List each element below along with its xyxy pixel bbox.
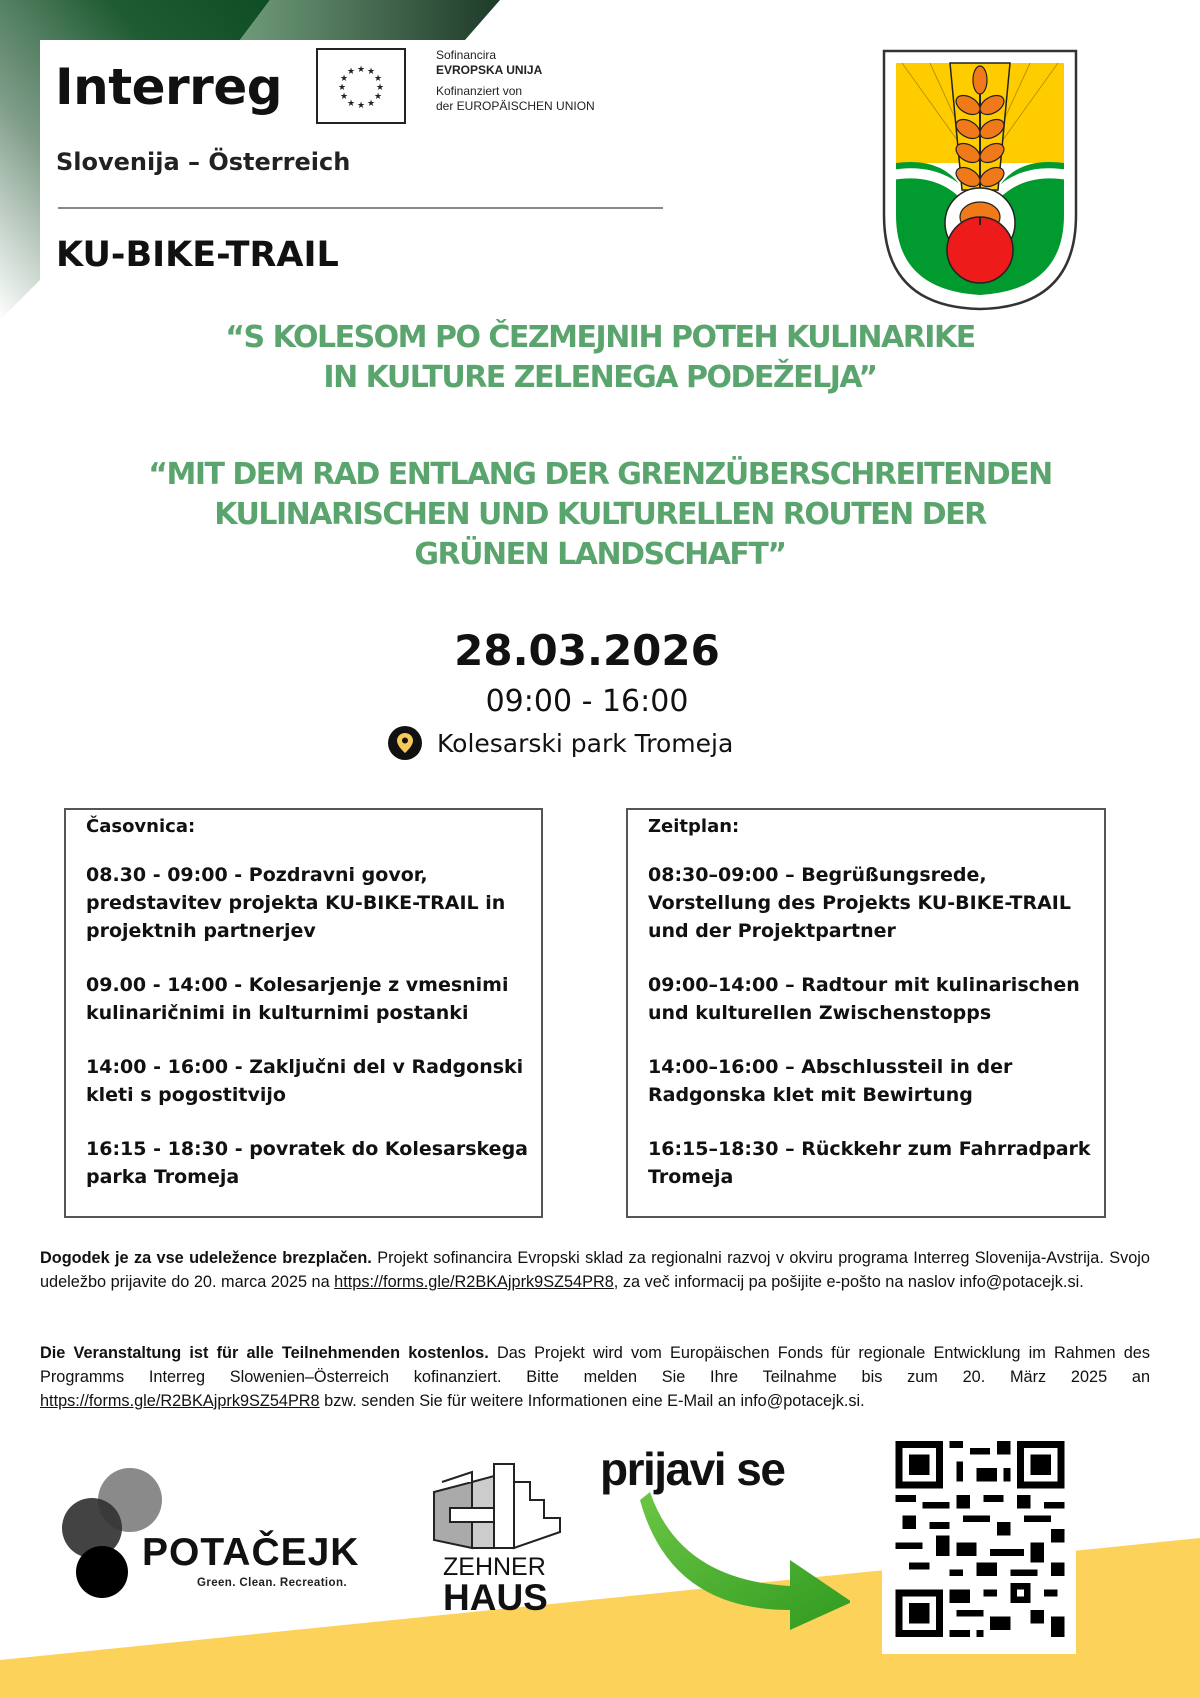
- svg-text:★: ★: [366, 66, 376, 76]
- svg-text:★: ★: [375, 82, 385, 92]
- program-region: Slovenija – Österreich: [56, 148, 351, 176]
- interreg-logo: Interreg: [55, 58, 283, 116]
- info-paragraph-german: Die Veranstaltung ist für alle Teilnehmenden kostenlos. Das Projekt wird vom Europäischen Fonds für regionale Entwicklung im Rahmen des Programms Interreg Slowenien–Österreich kofinanziert. Bitte melden Sie Ihre Teilnahme bis zum 20. März 2025 an https://forms.gle/R2BKAjprk9SZ54PR8 bzw. senden Sie für weitere Informationen eine E-Mail an info@potacejk.si.: [40, 1344, 1150, 1410]
- schedule-entry: 08.30 - 09:00 - Pozdravni govor, predstavitev projekta KU-BIKE-TRAIL in projektnih partnerjev: [86, 864, 506, 942]
- schedule-entry: 16:15 - 18:30 - povratek do Kolesarskega parka Tromeja: [86, 1138, 528, 1188]
- signup-label: prijavi se: [600, 1443, 785, 1495]
- svg-text:★: ★: [373, 73, 383, 83]
- project-name: KU-BIKE-TRAIL: [56, 235, 339, 275]
- svg-text:★: ★: [356, 64, 366, 74]
- location-name: Kolesarski park Tromeja: [437, 728, 734, 758]
- registration-link[interactable]: https://forms.gle/R2BKAjprk9SZ54PR8: [40, 1392, 320, 1410]
- schedule-title: Zeitplan:: [648, 816, 740, 837]
- svg-text:★: ★: [337, 82, 347, 92]
- schedule-title: Časovnica:: [86, 816, 196, 837]
- schedule-entry: 14:00–16:00 – Abschlussteil in der Radgonska klet mit Bewirtung: [648, 1056, 1013, 1106]
- potacejk-tagline: Green. Clean. Recreation.: [197, 1577, 347, 1589]
- eu-cofinancing-text: Sofinancira EVROPSKA UNIJA Kofinanziert von der EUROPÄISCHEN UNION: [436, 48, 595, 113]
- registration-link[interactable]: https://forms.gle/R2BKAjprk9SZ54PR8: [334, 1273, 614, 1291]
- svg-text:★: ★: [339, 73, 349, 83]
- schedule-entry: 16:15–18:30 – Rückkehr zum Fahrradpark Tromeja: [648, 1138, 1091, 1188]
- svg-text:★: ★: [356, 100, 366, 110]
- event-time: 09:00 - 16:00: [485, 684, 689, 719]
- slogan-slovenian: “S KOLESOM PO ČEZMEJNIH POTEH KULINARIKE IN KULTURE ZELENEGA PODEŽELJA”: [225, 320, 975, 395]
- schedule-entry: 09.00 - 14:00 - Kolesarjenje z vmesnimi kulinaričnimi in kulturnimi postanki: [86, 974, 509, 1024]
- svg-text:★: ★: [346, 98, 356, 108]
- potacejk-name: POTAČEJK: [142, 1531, 360, 1574]
- event-date: 28.03.2026: [454, 626, 720, 675]
- curved-arrow-icon: [640, 1490, 850, 1630]
- zehner-haus-name-line2: HAUS: [443, 1577, 548, 1618]
- info-paragraph-slovenian: Dogodek je za vse udeležence brezplačen. Projekt sofinancira Evropski sklad za regionalni razvoj v okviru programa Interreg Slovenija-Avstrija. Svojo udeležbo prijavite do 20. marca 2025 na https://forms.gle/R2BKAjprk9SZ54PR8, za več informacij pa pošijite e-pošto na naslov info@potacejk.si.: [40, 1249, 1150, 1291]
- zehner-haus-building-icon: [432, 1462, 572, 1550]
- svg-text:★: ★: [373, 91, 383, 101]
- schedule-entry: 14:00 - 16:00 - Zaključni del v Radgonski kleti s pogostitvijo: [86, 1056, 524, 1106]
- zehner-haus-name-line1: ZEHNER: [443, 1553, 546, 1581]
- slogan-german: “MIT DEM RAD ENTLANG DER GRENZÜBERSCHREITENDEN KULINARISCHEN UND KULTURELLEN ROUTEN DER GRÜNEN LANDSCHAFT”: [148, 457, 1052, 572]
- svg-text:★: ★: [346, 66, 356, 76]
- schedule-entry: 09:00–14:00 – Radtour mit kulinarischen und kulturellen Zwischenstopps: [648, 974, 1080, 1024]
- svg-text:★: ★: [366, 98, 376, 108]
- schedule-entry: 08:30–09:00 – Begrüßungsrede, Vorstellung des Projekts KU-BIKE-TRAIL und der Projektpartner: [648, 864, 1071, 942]
- svg-text:★: ★: [339, 91, 349, 101]
- qr-code-icon[interactable]: [895, 1441, 1065, 1637]
